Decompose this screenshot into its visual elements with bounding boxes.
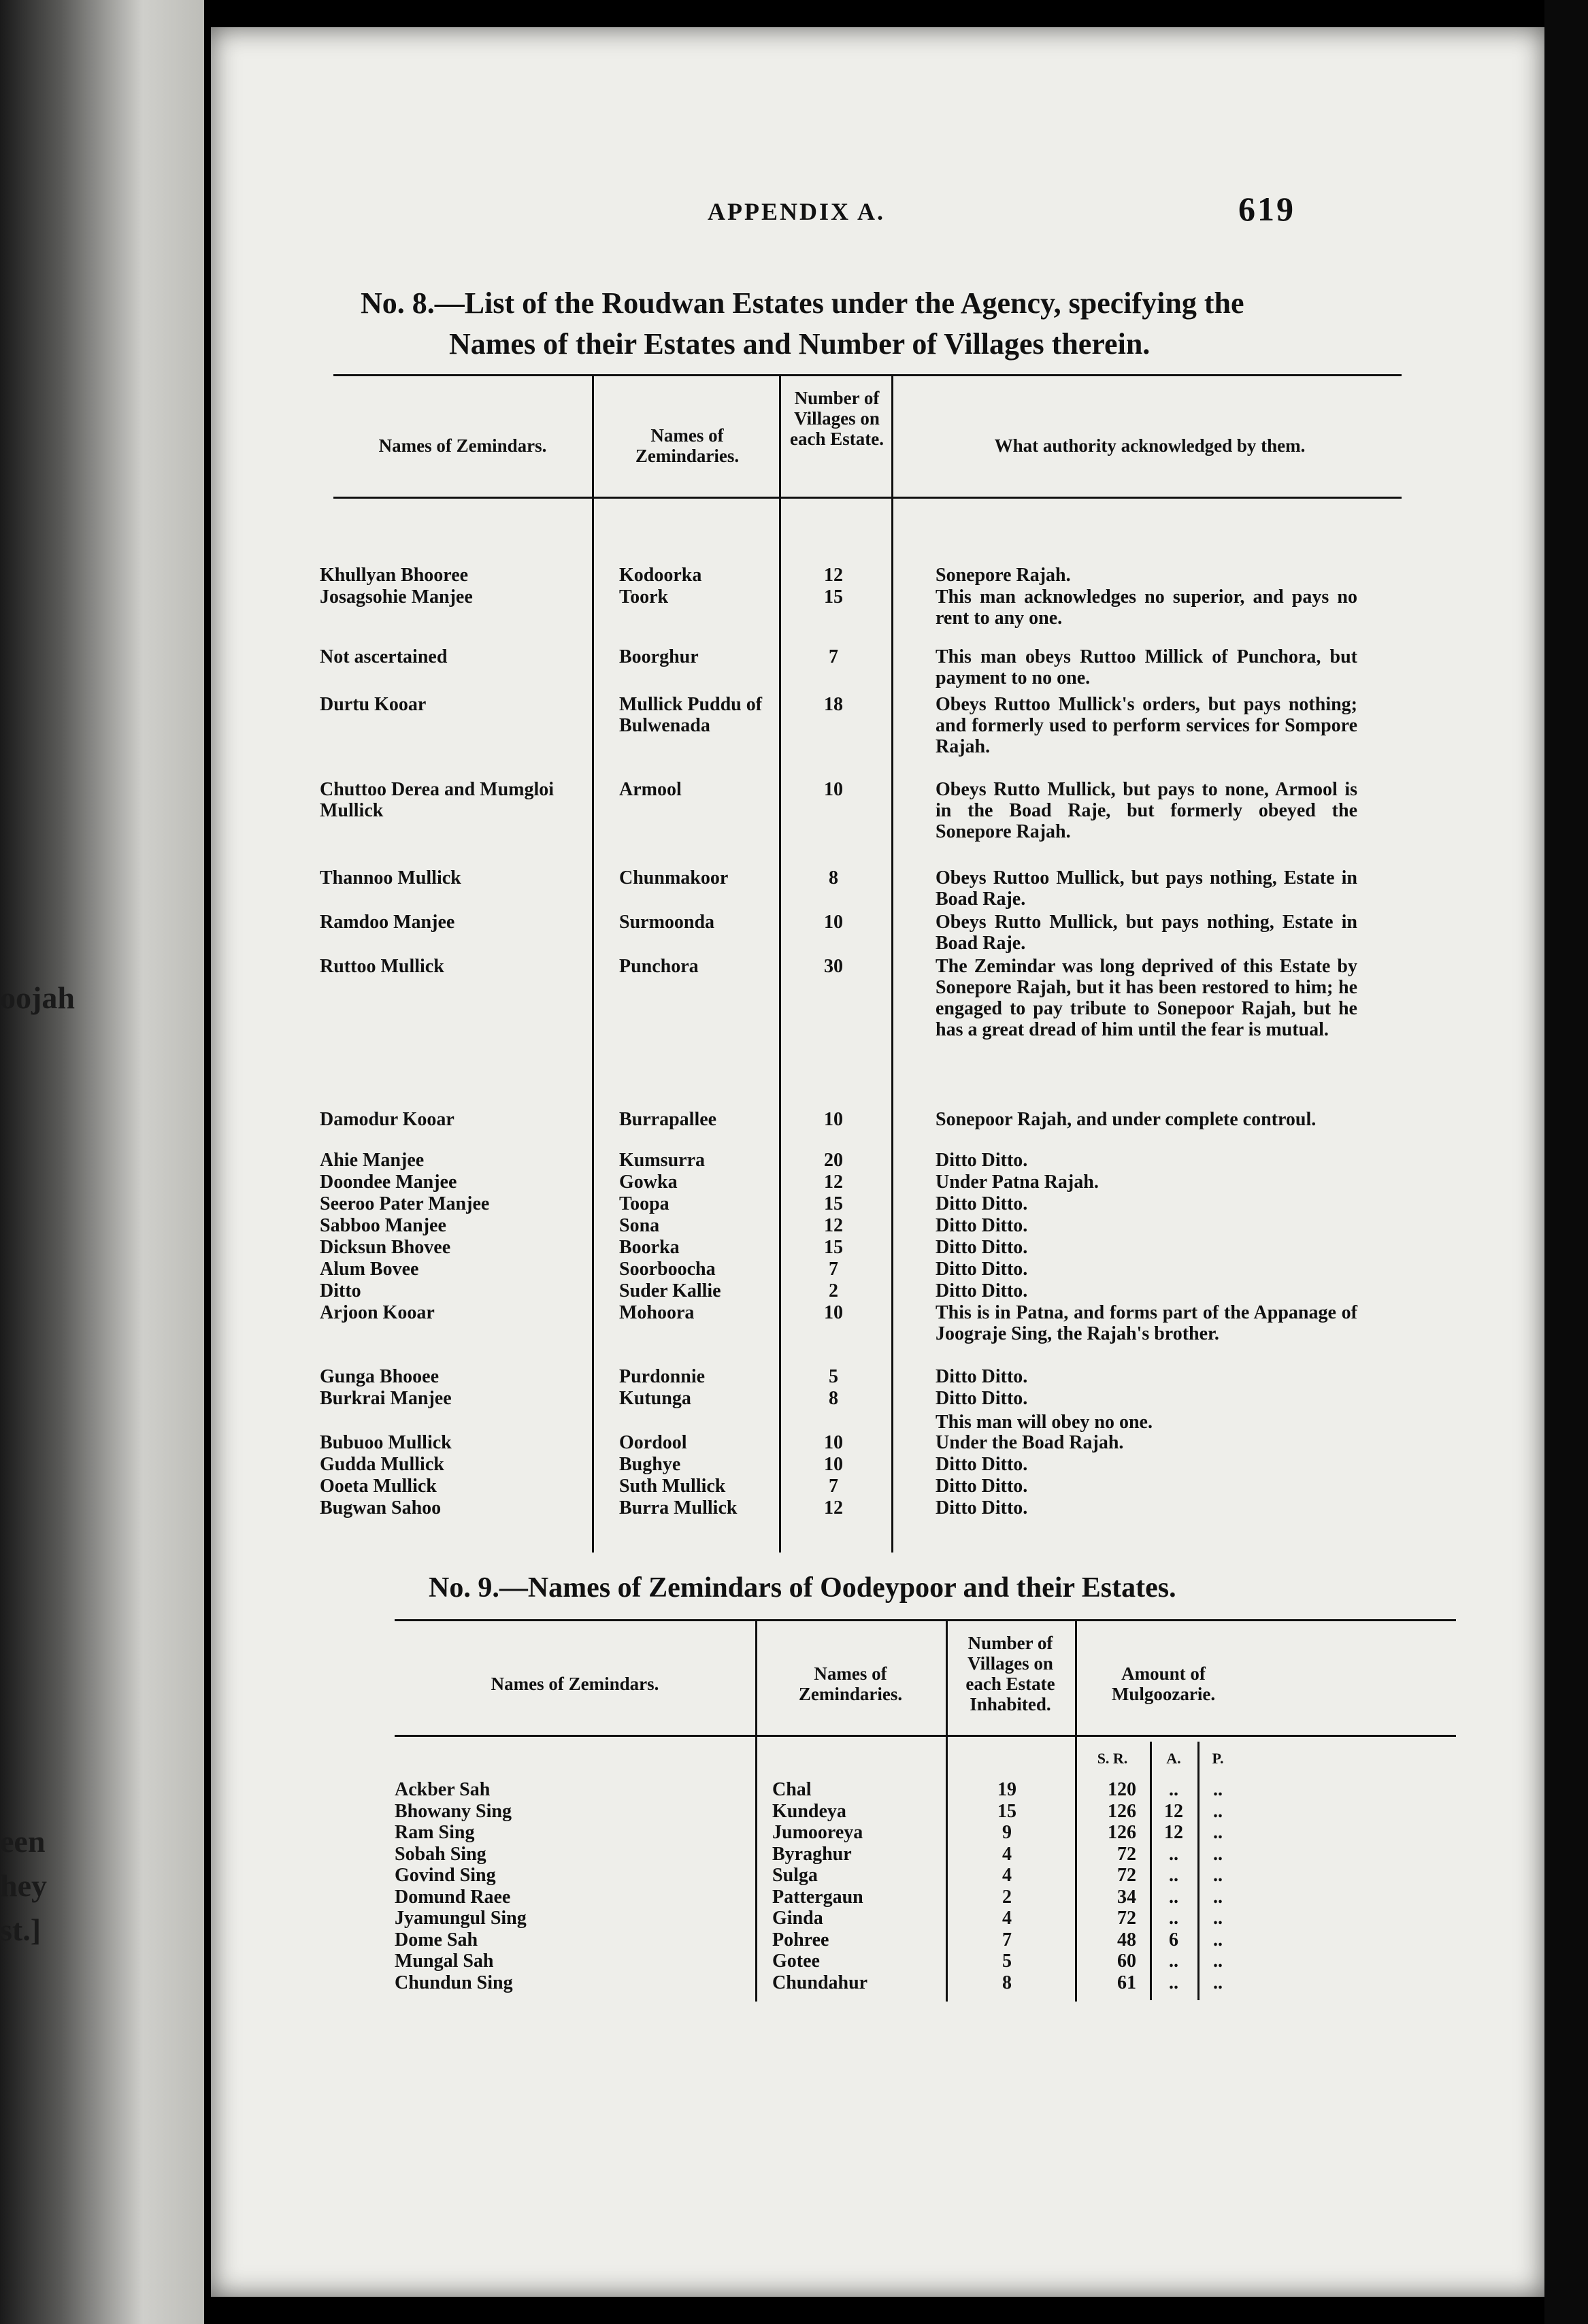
village-count: 7 <box>1002 1929 1012 1950</box>
table9-header-estates: Names of Zemindaries. <box>798 1663 903 1704</box>
table8-col-divider <box>779 376 781 1553</box>
amount-rupees: 72 <box>1117 1908 1136 1929</box>
table9-header-names: Names of Zemindars. <box>491 1674 659 1694</box>
zemindar-name: Alum Bovee <box>320 1259 419 1280</box>
village-count: 4 <box>1002 1843 1012 1865</box>
amount-pice: .. <box>1213 1908 1223 1929</box>
zemindar-name: Arjoon Kooar <box>320 1302 435 1323</box>
zemindari-name: Ginda <box>772 1908 823 1929</box>
village-count: 10 <box>824 1302 843 1323</box>
zemindari-name: Chal <box>772 1779 812 1800</box>
zemindari-name: Purdonnie <box>619 1366 706 1387</box>
prev-page-fragment: oojah <box>0 980 75 1015</box>
village-count: 10 <box>824 1432 843 1453</box>
amount-rupees: 126 <box>1108 1800 1136 1822</box>
amount-rupees: 120 <box>1108 1779 1136 1800</box>
zemindari-name: Bughye <box>619 1454 681 1475</box>
table9-col-divider <box>1197 1742 1200 2000</box>
zemindari-name: Sulga <box>772 1865 818 1886</box>
zemindar-name: Ditto <box>320 1280 361 1301</box>
zemindari-name: Byraghur <box>772 1843 852 1865</box>
zemindar-name: Burkrai Manjee <box>320 1388 452 1409</box>
authority-text: This man obeys Ruttoo Millick of Punchora, but payment to no one. <box>936 646 1357 688</box>
table8-title-line2: Names of their Estates and Number of Villages therein. <box>449 327 1151 361</box>
amount-annas: .. <box>1169 1908 1178 1929</box>
authority-text: Ditto Ditto. <box>936 1150 1028 1171</box>
zemindar-name: Ruttoo Mullick <box>320 956 444 977</box>
amount-pice: .. <box>1213 1843 1223 1865</box>
amount-annas: 12 <box>1164 1800 1183 1822</box>
village-count: 7 <box>829 1259 838 1280</box>
amount-pice: .. <box>1213 1865 1223 1886</box>
table9-col-divider <box>946 1621 948 2002</box>
zemindar-name: Govind Sing <box>395 1865 496 1886</box>
table9-subheader-p: P. <box>1212 1750 1224 1767</box>
zemindar-name: Ahie Manjee <box>320 1150 425 1171</box>
zemindari-name: Kumsurra <box>619 1150 705 1171</box>
amount-pice: .. <box>1213 1822 1223 1843</box>
village-count: 15 <box>824 1193 843 1214</box>
zemindar-name: Bhowany Sing <box>395 1800 512 1822</box>
zemindar-name: Thannoo Mullick <box>320 867 461 889</box>
zemindar-name: Doondee Manjee <box>320 1172 457 1193</box>
zemindari-name: Suder Kallie <box>619 1280 721 1301</box>
zemindari-name: Gowka <box>619 1172 678 1193</box>
village-count: 4 <box>1002 1908 1012 1929</box>
zemindari-name: Chundahur <box>772 1972 868 1993</box>
table9-header-villages: Number of Villages on each Estate Inhabited. <box>965 1633 1055 1714</box>
amount-pice: .. <box>1213 1886 1223 1908</box>
amount-annas: .. <box>1169 1779 1178 1800</box>
amount-annas: .. <box>1169 1972 1178 1993</box>
zemindar-name: Sabboo Manjee <box>320 1215 446 1236</box>
table8-col-divider <box>592 376 594 1553</box>
village-count: 9 <box>1002 1822 1012 1843</box>
zemindar-name: Gunga Bhooee <box>320 1366 440 1387</box>
zemindar-name: Damodur Kooar <box>320 1109 454 1130</box>
zemindar-name: Gudda Mullick <box>320 1454 444 1475</box>
amount-pice: .. <box>1213 1800 1223 1822</box>
amount-rupees: 48 <box>1117 1929 1136 1950</box>
zemindar-name: Chundun Sing <box>395 1972 513 1993</box>
village-count: 10 <box>824 912 843 933</box>
table9-title: No. 9.—Names of Zemindars of Oodeypoor and their Estates. <box>429 1572 1176 1604</box>
zemindar-name: Ram Sing <box>395 1822 475 1843</box>
zemindar-name: Dome Sah <box>395 1929 478 1950</box>
village-count: 8 <box>1002 1972 1012 1993</box>
zemindar-name: Jyamungul Sing <box>395 1908 527 1929</box>
authority-text: Sonepore Rajah. <box>936 565 1071 586</box>
authority-text: Sonepoor Rajah, and under complete controul. <box>936 1109 1317 1130</box>
village-count: 30 <box>824 956 843 977</box>
zemindari-name: Surmoonda <box>619 912 715 933</box>
zemindari-name: Kodoorka <box>619 565 702 586</box>
authority-text: Ditto Ditto. <box>936 1215 1028 1236</box>
amount-rupees: 61 <box>1117 1972 1136 1993</box>
zemindari-name: Kundeya <box>772 1800 846 1822</box>
village-count: 7 <box>829 646 838 667</box>
authority-text: This is in Patna, and forms part of the Appanage of Joograje Sing, the Rajah's brother. <box>936 1302 1357 1344</box>
authority-text: Under Patna Rajah. <box>936 1172 1099 1193</box>
previous-page-edge <box>0 0 204 2324</box>
zemindar-name: Ramdoo Manjee <box>320 912 455 933</box>
table8-col-divider <box>891 376 893 1553</box>
amount-annas: 6 <box>1169 1929 1178 1950</box>
village-count: 2 <box>829 1280 838 1301</box>
amount-pice: .. <box>1213 1929 1223 1950</box>
amount-rupees: 72 <box>1117 1843 1136 1865</box>
zemindar-name: Domund Raee <box>395 1886 511 1908</box>
amount-rupees: 60 <box>1117 1950 1136 1972</box>
zemindar-name: Durtu Kooar <box>320 694 427 715</box>
authority-text: Under the Boad Rajah. <box>936 1432 1124 1453</box>
table9-top-rule <box>395 1619 1456 1621</box>
amount-rupees: 126 <box>1108 1822 1136 1843</box>
zemindar-name: Seeroo Pater Manjee <box>320 1193 490 1214</box>
amount-annas: .. <box>1169 1843 1178 1865</box>
authority-text: The Zemindar was long deprived of this Estate by Sonepore Rajah, but it has been restored to him; he engaged to pay tribute to Sonepoor Rajah, but he has a great dread of him until the fear is mutual. <box>936 956 1357 1040</box>
authority-text: Obeys Rutto Mullick, but pays nothing, Estate in Boad Raje. <box>936 912 1357 954</box>
zemindar-name: Chuttoo Derea and Mumgloi Mullick <box>320 779 555 821</box>
table8-header-rule <box>333 497 1402 499</box>
village-count: 19 <box>997 1779 1016 1800</box>
authority-text: This man will obey no one. <box>936 1412 1153 1433</box>
table9-header-rule <box>395 1735 1456 1737</box>
amount-annas: .. <box>1169 1886 1178 1908</box>
village-count: 20 <box>824 1150 843 1171</box>
table8-header-estates: Names of Zemindaries. <box>635 425 740 466</box>
amount-rupees: 72 <box>1117 1865 1136 1886</box>
running-header: APPENDIX A. <box>708 198 886 225</box>
zemindar-name: Mungal Sah <box>395 1950 494 1972</box>
authority-text: Obeys Ruttoo Mullick, but pays nothing, Estate in Boad Raje. <box>936 867 1357 910</box>
village-count: 12 <box>824 1215 843 1236</box>
authority-text: Ditto Ditto. <box>936 1366 1028 1387</box>
zemindari-name: Pattergaun <box>772 1886 863 1908</box>
zemindari-name: Mohoora <box>619 1302 695 1323</box>
village-count: 10 <box>824 779 843 800</box>
village-count: 12 <box>824 1497 843 1518</box>
authority-text: Ditto Ditto. <box>936 1454 1028 1475</box>
zemindari-name: Armool <box>619 779 682 800</box>
amount-annas: .. <box>1169 1950 1178 1972</box>
authority-text: Ditto Ditto. <box>936 1193 1028 1214</box>
zemindar-name: Bugwan Sahoo <box>320 1497 442 1518</box>
authority-text: Ditto Ditto. <box>936 1388 1028 1409</box>
zemindari-name: Pohree <box>772 1929 829 1950</box>
zemindari-name: Soorboocha <box>619 1259 716 1280</box>
prev-page-fragment: st.] <box>0 1912 42 1947</box>
village-count: 12 <box>824 1172 843 1193</box>
authority-text: Ditto Ditto. <box>936 1497 1028 1518</box>
village-count: 8 <box>829 1388 838 1409</box>
zemindar-name: Bubuoo Mullick <box>320 1432 452 1453</box>
document-page <box>211 27 1544 2297</box>
zemindari-name: Toopa <box>619 1193 669 1214</box>
prev-page-fragment: een <box>0 1824 46 1859</box>
table8-top-rule <box>333 374 1402 376</box>
authority-text: This man acknowledges no superior, and pays no rent to any one. <box>936 586 1357 629</box>
village-count: 8 <box>829 867 838 889</box>
village-count: 7 <box>829 1476 838 1497</box>
village-count: 12 <box>824 565 843 586</box>
amount-rupees: 34 <box>1117 1886 1136 1908</box>
zemindari-name: Gotee <box>772 1950 820 1972</box>
zemindari-name: Burra Mullick <box>619 1497 738 1518</box>
zemindar-name: Josagsohie Manjee <box>320 586 473 608</box>
village-count: 5 <box>829 1366 838 1387</box>
authority-text: Obeys Ruttoo Mullick's orders, but pays nothing; and formerly used to perform services for Sompore Rajah. <box>936 694 1357 757</box>
table8-header-names: Names of Zemindars. <box>378 435 547 456</box>
table8-title-line1: No. 8.—List of the Roudwan Estates under the Agency, specifying the <box>361 286 1244 320</box>
zemindari-name: Punchora <box>619 956 699 977</box>
zemindar-name: Sobah Sing <box>395 1843 486 1865</box>
amount-annas: 12 <box>1164 1822 1183 1843</box>
authority-text: Ditto Ditto. <box>936 1476 1028 1497</box>
zemindari-name: Burrapallee <box>619 1109 717 1130</box>
authority-text: Ditto Ditto. <box>936 1237 1028 1258</box>
zemindari-name: Jumooreya <box>772 1822 863 1843</box>
amount-pice: .. <box>1213 1950 1223 1972</box>
table9-col-divider <box>1150 1742 1152 2000</box>
table9-header-amount: Amount of Mulgoozarie. <box>1111 1663 1216 1704</box>
amount-pice: .. <box>1213 1972 1223 1993</box>
amount-pice: .. <box>1213 1779 1223 1800</box>
table9-subheader-rs: S. R. <box>1097 1750 1128 1767</box>
zemindari-name: Boorghur <box>619 646 699 667</box>
village-count: 15 <box>824 1237 843 1258</box>
zemindari-name: Mullick Puddu of Bulwenada <box>619 694 763 736</box>
village-count: 15 <box>824 586 843 608</box>
authority-text: Ditto Ditto. <box>936 1259 1028 1280</box>
village-count: 10 <box>824 1109 843 1130</box>
zemindar-name: Dicksun Bhovee <box>320 1237 451 1258</box>
village-count: 4 <box>1002 1865 1012 1886</box>
table8-header-villages: Number of Villages on each Estate. <box>790 388 884 449</box>
zemindar-name: Khullyan Bhooree <box>320 565 469 586</box>
zemindari-name: Sona <box>619 1215 660 1236</box>
zemindari-name: Kutunga <box>619 1388 691 1409</box>
village-count: 10 <box>824 1454 843 1475</box>
table9-col-divider <box>1075 1621 1077 2002</box>
village-count: 5 <box>1002 1950 1012 1972</box>
village-count: 2 <box>1002 1886 1012 1908</box>
prev-page-fragment: hey <box>0 1868 47 1903</box>
amount-annas: .. <box>1169 1865 1178 1886</box>
zemindari-name: Chunmakoor <box>619 867 729 889</box>
authority-text: Obeys Rutto Mullick, but pays to none, Armool is in the Boad Raje, but formerly obeyed the Sonepore Rajah. <box>936 779 1357 842</box>
zemindari-name: Boorka <box>619 1237 680 1258</box>
village-count: 18 <box>824 694 843 715</box>
zemindar-name: Not ascertained <box>320 646 448 667</box>
zemindar-name: Ackber Sah <box>395 1779 491 1800</box>
page-number: 619 <box>1238 190 1295 228</box>
zemindari-name: Suth Mullick <box>619 1476 726 1497</box>
zemindari-name: Oordool <box>619 1432 687 1453</box>
table8-header-authority: What authority acknowledged by them. <box>994 435 1306 456</box>
village-count: 15 <box>997 1800 1016 1822</box>
zemindar-name: Ooeta Mullick <box>320 1476 437 1497</box>
right-border <box>1544 0 1588 2324</box>
table9-subheader-a: A. <box>1166 1750 1181 1767</box>
table9-col-divider <box>755 1621 757 2002</box>
zemindari-name: Toork <box>619 586 669 608</box>
authority-text: Ditto Ditto. <box>936 1280 1028 1301</box>
